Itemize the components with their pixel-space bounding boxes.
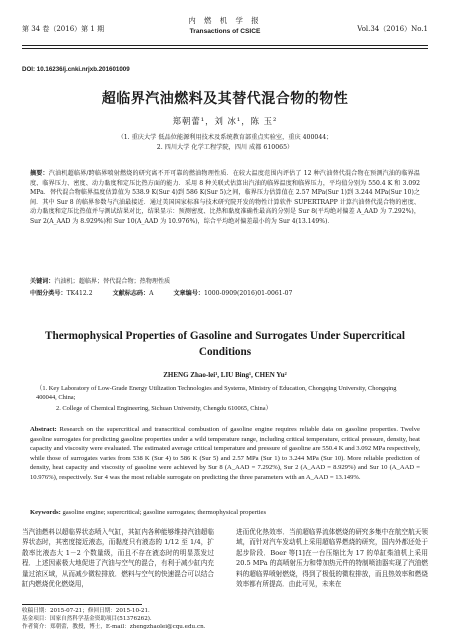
classification-cn (30, 288, 420, 297)
abstract-en-label: Abstract: (30, 426, 57, 433)
journal-volume-right: Vol.34（2016）No.1 (357, 25, 428, 33)
footnote-funding: 基金项目：国家自然科学基金资助项目(51376262)． (22, 616, 156, 622)
doi[interactable]: DOI: 10.16236/j.cnki.nrjxb.201601009 (22, 66, 130, 73)
affiliation-cn-2: 2. 四川大学 化学工程学院，四川 成都 610065） (156, 144, 294, 151)
keywords-cn (30, 276, 420, 285)
body-column-right: 进而优化热效率．当前超临界流体燃烧的研究多集中在航空航天领域，而针对汽车发动机上采用超临界燃烧的研究，国内外都还处于起步阶段．Boer 等[1]在一台压缩比为 17 的单缸柴油机上采用 20.5 MPa 的高喷射压力和带加热元件的特制喷油器实现了汽油燃料的超临界喷射燃烧，得到了极低的微粒排放，而且热效率和燃烧效率都有所提高．由此可见，未来在 (236, 528, 428, 589)
keywords-en (30, 509, 420, 516)
authors-en: ZHENG Zhao-lei¹, LIU Bing¹, CHEN Yu² (163, 371, 287, 379)
header-rule-thin (22, 48, 428, 49)
journal-name-en: Transactions of CSICE (189, 28, 261, 35)
affiliation-cn-1: （1. 重庆大学 低品位能源利用技术及系统教育部重点实验室，重庆 400044； (117, 134, 333, 141)
keywords-cn-label: 关键词： (30, 278, 55, 285)
title-cn: 超临界汽油燃料及其替代混合物的物性 (101, 91, 349, 107)
footnote-author: 作者简介：郑朝蕾，教授，博士，E-mail：zhengzhaolei@cqu.edu.cn． (22, 624, 210, 630)
running-header (22, 14, 428, 44)
clc-number: 中图分类号：TK412.2 (30, 290, 93, 297)
keywords-en-text: gasoline engine; supercritical; gasoline surrogates; thermophysical properties (62, 509, 267, 516)
footnote-rule (22, 604, 142, 605)
affiliation-en-2: 2. College of Chemical Engineering, Sichuan University, Chengdu 610065, China） (56, 405, 272, 412)
journal-volume-left: 第 34 卷（2016）第 1 期 (22, 25, 105, 33)
abstract-cn (30, 169, 420, 227)
authors-cn: 郑朝蕾¹，刘 冰¹，陈 玉² (172, 116, 278, 126)
abstract-cn-text: 汽油机超临界/跨临界喷射燃烧的研究离不开可靠的燃油物理性质．在较大温度范围内评估了 12 种汽油替代混合物在预测汽油的临界温度、临界压力、密度、动力黏度和定压比热方面的能力．采用 8 种关联式估算出汽油的临界温度和临界压力，平均值分别为 550.4 K 和 3.092 MPa．替代混合物临界温度估算值为 538.9 K(Sur 4)到 586 K(Sur 5)之间，临界压力估算值在 2.57 MPa(Sur 1)到 3.244 MPa(Sur 10)之间．其中 Sur 8 的临界参数与汽油最接近．通过美国国家标准与技术研究院开发的物性计算软件 SUPERTRAPP 计算汽油替代混合物的密度、动力黏度和定压比热值并与测试结果对比，结果显示：预测密度、比热和黏度准确性最高的分别是 Sur 8(平均绝对偏差 A_AAD 为 7.292%)，Sur 2(A_AAD 为 8.929%)和 Sur 10(A_AAD 为 10.976%)，综合平均绝对偏差最小的为 Sur 4(13.149%)． (30, 170, 421, 225)
abstract-en (30, 425, 420, 482)
affiliation-en-1: （1. Key Laboratory of Low-Grade Energy Utilization Technologies and Systems, Ministry of Education, Chongqing University, Chongqing 400044, China; (36, 385, 397, 401)
header-rule-thick (22, 45, 428, 46)
keywords-cn-text: 汽油机；超临界；替代混合物；热物理性质 (54, 278, 171, 285)
document-code: 文献标志码：A (112, 290, 154, 297)
journal-name-cn: 内 燃 机 学 报 (188, 16, 262, 25)
keywords-en-label: Keywords: (30, 509, 61, 516)
body-column-left: 当汽油燃料以超临界状态喷入气缸，其缸内各种能够维持汽油超临界状态时，其密度接近液态，而黏度只有液态的 1/12 至 1/4，扩散率比液态大 1－2 个数量级，而且不存在液态时的明显蒸发过程．上述因素极大地促进了汽油与空气的混合，有利于减少缸内充量过浓区域，从而减少微粒排放．燃料与空气的快速混合可以结合缸内燃烧优化燃烧用， (22, 528, 214, 589)
title-en: Thermophysical Properties of Gasoline and Surrogates Under Supercritical Conditions (45, 330, 405, 358)
footnote-received: 收稿日期：2015-07-21；修回日期：2015-10-21． (22, 608, 154, 614)
article-id: 文章编号：1000-0909(2016)01-0061-07 (173, 290, 293, 297)
abstract-cn-label: 摘要： (30, 170, 49, 177)
abstract-en-text: Research on the supercritical and transcritical combustion of gasoline engine requires reliable data on gasoline properties. Twelve gasoline surrogates for predicting gasoline properties under a wild temperature range, including critical temperature, critical pressure, density, heat capacity and viscosity were evaluated. The estimated average critical temperature and pressure of gasoline are 550.4 K and 3.092 MPa respectively, while those of surrogates varies from 538 K (Sur 4) to 586 K (Sur 5) and 2.57 MPa (Sur 1) to 3.244 MPa (Sur 10). More reliable prediction of density, heat capacity and viscosity of gasoline were achieved by Sur 8 (A_AAD = 7.292%), Sur 2 (A_AAD = 8.929%) and Sur 10 (A_AAD = 10.976%), respectively. Sur 4 was the most reliable surrogate on predicting the three parameters with an A_AAD = 13.149%. (30, 426, 420, 481)
